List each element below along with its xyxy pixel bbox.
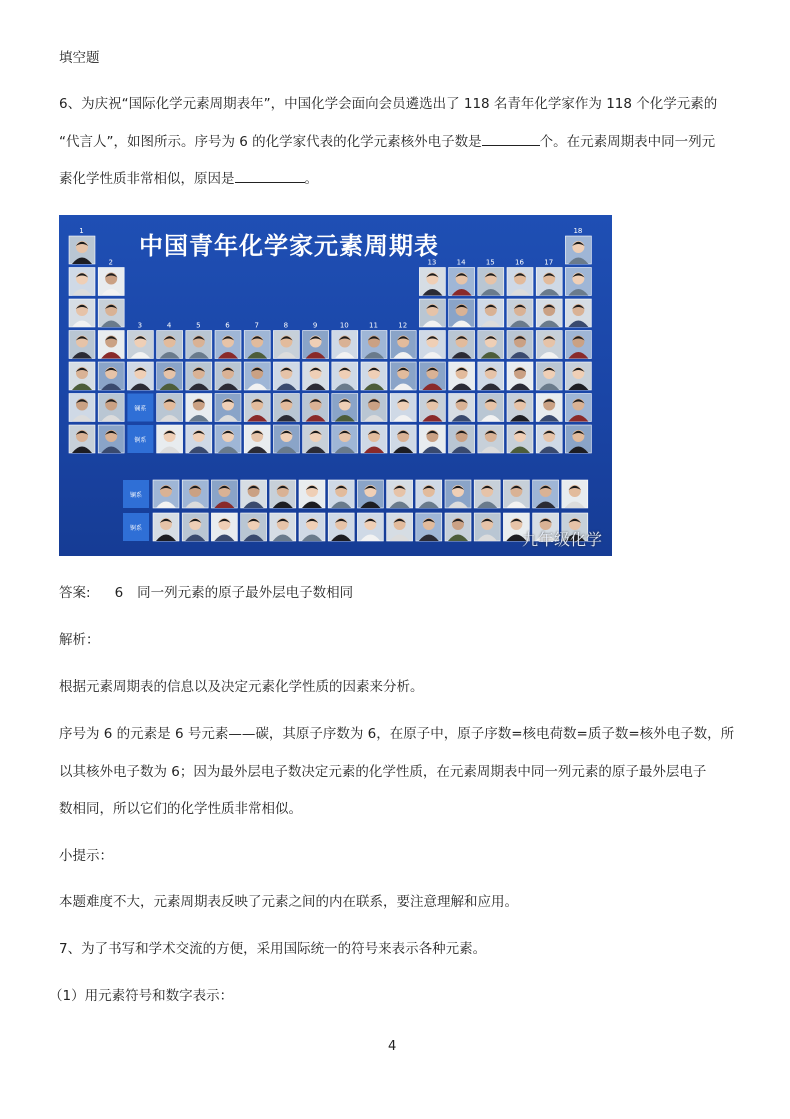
- portrait-tile: [533, 480, 559, 508]
- portrait-tile: [186, 362, 212, 390]
- portrait-tile: [449, 394, 475, 422]
- question-7-line-1: 7、为了书写和学术交流的方便，采用国际统一的符号来表示各种元素。: [59, 941, 487, 957]
- portrait-tile: [244, 425, 270, 453]
- portrait-tile: [98, 394, 124, 422]
- question-6-line-2: [59, 131, 715, 152]
- group-number: 17: [544, 258, 554, 267]
- portrait-tile: [332, 425, 358, 453]
- portrait-tile: [419, 394, 445, 422]
- portrait-tile: [390, 425, 416, 453]
- portrait-tile: [69, 268, 95, 296]
- group-number: 3: [137, 321, 143, 330]
- portrait-tile: [478, 299, 504, 327]
- portrait-tile: [98, 425, 124, 453]
- answer-value-1: 6: [114, 585, 124, 601]
- portrait-tile: [449, 331, 475, 359]
- analysis-paragraph-1: 根据元素周期表的信息以及决定元素化学性质的因素来分析。: [59, 679, 424, 695]
- portrait-tile: [153, 480, 179, 508]
- portrait-tile: [507, 268, 533, 296]
- portrait-tile: [416, 480, 442, 508]
- question-6-line-3: [59, 168, 318, 189]
- group-number: 6: [225, 321, 230, 330]
- group-number: 8: [283, 321, 289, 330]
- tip-text: 本题难度不大，元素周期表反映了元素之间的内在联系，要注意理解和应用。: [59, 894, 518, 910]
- portrait-tile: [536, 362, 562, 390]
- page-number: 4: [388, 1039, 397, 1054]
- portrait-tile: [299, 513, 325, 541]
- series-label: 锕系: [129, 525, 143, 532]
- portrait-tile: [244, 331, 270, 359]
- portrait-tile: [474, 480, 500, 508]
- portrait-tile: [241, 480, 267, 508]
- answer-line: [59, 583, 353, 603]
- portrait-tile: [507, 362, 533, 390]
- portrait-tile: [361, 394, 387, 422]
- portrait-tile: [273, 331, 299, 359]
- portrait-tile: [474, 513, 500, 541]
- group-number: 2: [108, 258, 113, 267]
- series-placeholder-label: 镧系: [134, 405, 147, 413]
- portrait-tile: [211, 513, 237, 541]
- portrait-tile: [478, 331, 504, 359]
- portrait-tile: [445, 513, 471, 541]
- answer-blank-2: [235, 168, 305, 183]
- portrait-tile: [244, 394, 270, 422]
- portrait-tile: [98, 268, 124, 296]
- portrait-tile: [357, 480, 383, 508]
- periodic-table-figure: [59, 215, 612, 556]
- portrait-tile: [332, 394, 358, 422]
- watermark-text: 九年级化学: [521, 530, 602, 549]
- group-number: 1: [79, 227, 84, 235]
- portrait-tile: [387, 513, 413, 541]
- portrait-tile: [390, 331, 416, 359]
- portrait-tile: [328, 480, 354, 508]
- portrait-tile: [390, 362, 416, 390]
- portrait-tile: [98, 362, 124, 390]
- portrait-tile: [419, 299, 445, 327]
- question-6-line-2-tail: 个。在元素周期表中同一列元: [539, 134, 716, 150]
- portrait-tile: [503, 480, 529, 508]
- portrait-tile: [449, 425, 475, 453]
- group-number: 14: [456, 258, 466, 267]
- portrait-tile: [215, 425, 241, 453]
- portrait-tile: [536, 268, 562, 296]
- portrait-tile: [565, 331, 591, 359]
- portrait-tile: [241, 513, 267, 541]
- analysis-paragraph-2-line-2: 以其核外电子数为 6；因为最外层电子数决定元素的化学性质，在元素周期表中同一列元素的原子最外层电子: [59, 764, 707, 780]
- portrait-tile: [182, 480, 208, 508]
- portrait-tile: [536, 299, 562, 327]
- portrait-tile: [332, 362, 358, 390]
- portrait-tile: [69, 236, 95, 264]
- portrait-tile: [478, 362, 504, 390]
- portrait-tile: [419, 268, 445, 296]
- answer-blank-1: [482, 131, 540, 146]
- figure-title: 中国青年化学家元素周期表: [139, 232, 439, 260]
- portrait-tile: [361, 425, 387, 453]
- portrait-tile: [536, 425, 562, 453]
- portrait-tile: [328, 513, 354, 541]
- portrait-tile: [69, 425, 95, 453]
- portrait-tile: [449, 299, 475, 327]
- portrait-tile: [69, 394, 95, 422]
- portrait-tile: [69, 299, 95, 327]
- portrait-tile: [390, 394, 416, 422]
- portrait-tile: [186, 394, 212, 422]
- section-header: 填空题: [59, 50, 100, 66]
- portrait-tile: [565, 394, 591, 422]
- portrait-tile: [182, 513, 208, 541]
- portrait-tile: [157, 331, 183, 359]
- group-number: 7: [254, 321, 259, 330]
- answer-label: 答案:: [59, 585, 91, 601]
- portrait-tile: [215, 362, 241, 390]
- portrait-tile: [478, 394, 504, 422]
- portrait-tile: [507, 331, 533, 359]
- portrait-tile: [157, 394, 183, 422]
- group-number: 18: [573, 227, 583, 235]
- group-number: 5: [196, 321, 201, 330]
- portrait-tile: [361, 362, 387, 390]
- portrait-tile: [565, 362, 591, 390]
- portrait-tile: [211, 480, 237, 508]
- portrait-tile: [449, 268, 475, 296]
- portrait-tile: [507, 299, 533, 327]
- portrait-tile: [416, 513, 442, 541]
- portrait-tile: [215, 394, 241, 422]
- portrait-tile: [69, 331, 95, 359]
- portrait-tile: [332, 331, 358, 359]
- portrait-tile: [361, 331, 387, 359]
- portrait-tile: [157, 362, 183, 390]
- portrait-tile: [419, 425, 445, 453]
- portrait-tile: [215, 331, 241, 359]
- series-label: 镧系: [129, 492, 143, 499]
- portrait-tile: [357, 513, 383, 541]
- question-6-line-2-text: “代言人”，如图所示。序号为 6 的化学家代表的化学元素核外电子数是: [59, 134, 482, 150]
- analysis-paragraph-2-line-3: 数相同，所以它们的化学性质非常相似。: [59, 801, 302, 817]
- portrait-tile: [270, 513, 296, 541]
- group-number: 11: [369, 321, 378, 330]
- portrait-tile: [270, 480, 296, 508]
- portrait-tile: [69, 362, 95, 390]
- portrait-tile: [536, 331, 562, 359]
- portrait-tile: [303, 394, 329, 422]
- portrait-tile: [419, 331, 445, 359]
- group-number: 12: [398, 321, 408, 330]
- portrait-tile: [273, 425, 299, 453]
- portrait-tile: [478, 425, 504, 453]
- tip-label: 小提示：: [59, 848, 113, 864]
- portrait-tile: [565, 299, 591, 327]
- portrait-tile: [153, 513, 179, 541]
- portrait-tile: [536, 394, 562, 422]
- portrait-tile: [478, 268, 504, 296]
- group-number: 10: [339, 321, 349, 330]
- group-number: 15: [485, 258, 495, 267]
- portrait-tile: [449, 362, 475, 390]
- answer-value-2: 同一列元素的原子最外层电子数相同: [137, 585, 354, 601]
- portrait-tile: [157, 425, 183, 453]
- analysis-paragraph-2-line-1: 序号为 6 的元素是 6 号元素——碳，其原子序数为 6，在原子中，原子序数=核电荷数=质子数=核外电子数，所: [59, 726, 735, 742]
- portrait-tile: [303, 425, 329, 453]
- portrait-tile: [507, 425, 533, 453]
- series-placeholder-label: 锕系: [134, 437, 147, 444]
- portrait-tile: [244, 362, 270, 390]
- portrait-tile: [565, 236, 591, 264]
- portrait-tile: [186, 331, 212, 359]
- portrait-tile: [98, 331, 124, 359]
- group-number: 9: [312, 321, 318, 330]
- portrait-tile: [445, 480, 471, 508]
- portrait-tile: [507, 394, 533, 422]
- portrait-tile: [273, 362, 299, 390]
- portrait-tile: [127, 362, 153, 390]
- portrait-tile: [98, 299, 124, 327]
- portrait-tile: [303, 331, 329, 359]
- portrait-tile: [127, 331, 153, 359]
- question-6-line-1: 6、为庆祝“国际化学元素周期表年”，中国化学会面向会员遴选出了 118 名青年化学家作为 118 个化学元素的: [59, 96, 718, 112]
- portrait-tile: [186, 425, 212, 453]
- question-7-line-2: （1）用元素符号和数字表示：: [49, 988, 234, 1004]
- portrait-tile: [273, 394, 299, 422]
- group-number: 16: [515, 258, 524, 267]
- portrait-tile: [565, 268, 591, 296]
- group-number: 13: [427, 258, 437, 267]
- question-6-line-3-text: 素化学性质非常相似，原因是: [59, 171, 235, 187]
- portrait-tile: [419, 362, 445, 390]
- portrait-tile: [303, 362, 329, 390]
- periodic-table-grid: [59, 215, 612, 556]
- portrait-tile: [562, 480, 588, 508]
- portrait-tile: [387, 480, 413, 508]
- question-6-line-3-tail: 。: [304, 171, 318, 187]
- analysis-label: 解析：: [59, 632, 100, 648]
- portrait-tile: [565, 425, 591, 453]
- group-number: 4: [166, 321, 172, 330]
- portrait-tile: [299, 480, 325, 508]
